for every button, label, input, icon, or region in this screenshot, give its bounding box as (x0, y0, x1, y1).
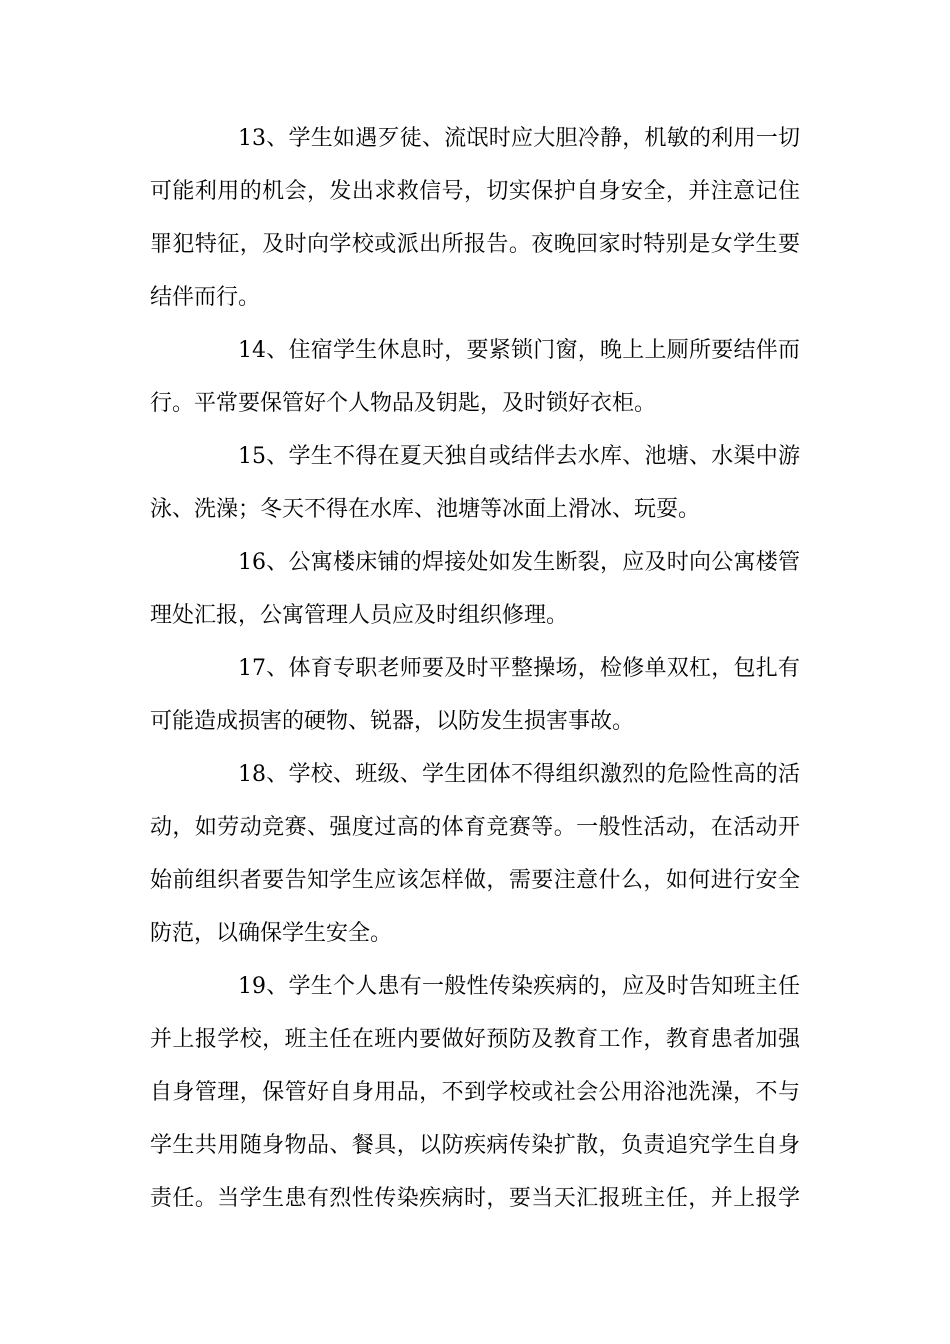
paragraph-line: 15、学生不得在夏天独自或结伴去水库、池塘、水渠中游 (238, 444, 800, 469)
paragraph-line: 防范，以确保学生安全。 (150, 921, 393, 946)
paragraph-line: 可能造成损害的硬物、锐器，以防发生损害事故。 (150, 709, 635, 734)
paragraph-line: 理处汇报，公寓管理人员应及时组织修理。 (150, 603, 569, 628)
paragraph-line: 泳、洗澡；冬天不得在水库、池塘等冰面上滑冰、玩耍。 (150, 497, 701, 522)
document-body (150, 112, 800, 1225)
paragraph-line: 18、学校、班级、学生团体不得组织激烈的危险性高的活 (238, 762, 800, 787)
paragraph-line: 结伴而行。 (150, 285, 261, 310)
paragraph-line: 17、体育专职老师要及时平整操场，检修单双杠，包扎有 (238, 656, 800, 681)
paragraph-line: 责任。当学生患有烈性传染疾病时，要当天汇报班主任，并上报学 (150, 1186, 800, 1211)
paragraph-line: 可能利用的机会，发出求救信号，切实保护自身安全，并注意记住 (150, 179, 800, 204)
paragraph-line: 19、学生个人患有一般性传染疾病的，应及时告知班主任 (238, 974, 800, 999)
paragraph-line: 动，如劳动竞赛、强度过高的体育竞赛等。一般性活动，在活动开 (150, 815, 800, 840)
paragraph-17 (150, 642, 800, 748)
paragraph-15 (150, 430, 800, 536)
paragraph-line: 学生共用随身物品、餐具，以防疾病传染扩散，负责追究学生自身 (150, 1133, 800, 1158)
paragraph-line: 16、公寓楼床铺的焊接处如发生断裂，应及时向公寓楼管 (238, 550, 800, 575)
paragraph-14 (150, 324, 800, 430)
paragraph-13 (150, 112, 800, 324)
paragraph-16 (150, 536, 800, 642)
paragraph-18 (150, 748, 800, 960)
paragraph-19 (150, 960, 800, 1225)
paragraph-line: 14、住宿学生休息时，要紧锁门窗，晚上上厕所要结伴而 (238, 338, 800, 363)
paragraph-line: 行。平常要保管好个人物品及钥匙，及时锁好衣柜。 (150, 391, 657, 416)
paragraph-line: 自身管理，保管好自身用品，不到学校或社会公用浴池洗澡，不与 (150, 1080, 800, 1105)
paragraph-line: 并上报学校，班主任在班内要做好预防及教育工作，教育患者加强 (150, 1027, 800, 1052)
paragraph-line: 始前组织者要告知学生应该怎样做，需要注意什么，如何进行安全 (150, 868, 800, 893)
paragraph-line: 罪犯特征，及时向学校或派出所报告。夜晚回家时特别是女学生要 (150, 232, 800, 257)
paragraph-line: 13、学生如遇歹徒、流氓时应大胆冷静，机敏的利用一切 (238, 126, 800, 151)
